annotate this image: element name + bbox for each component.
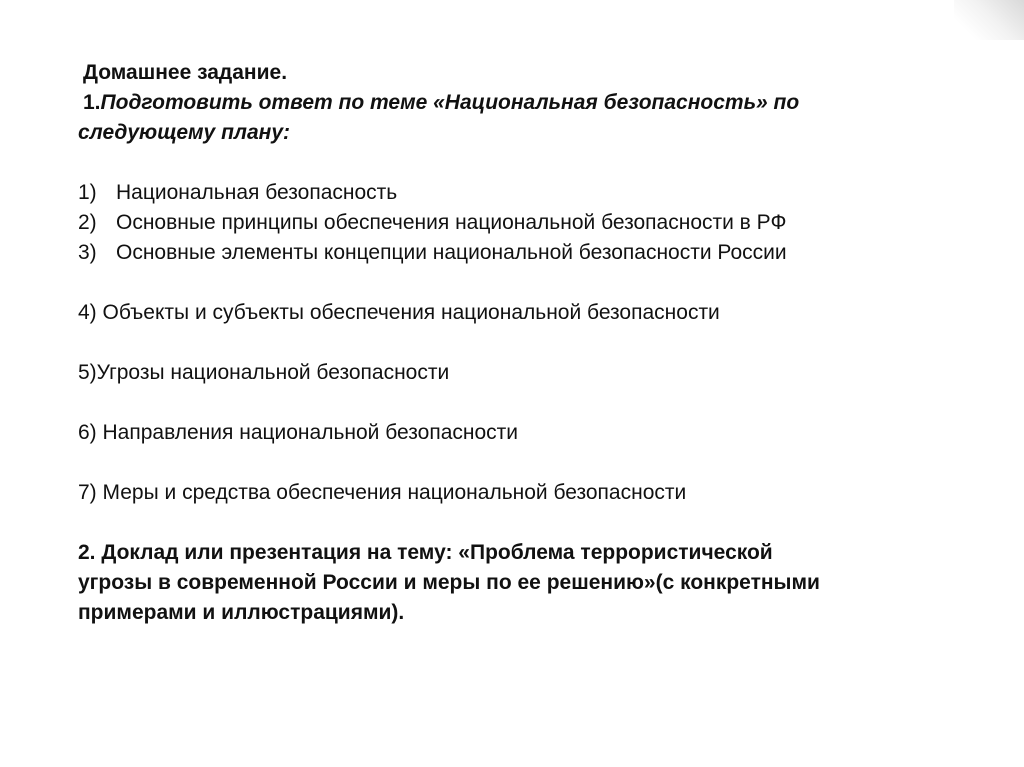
homework-heading: Домашнее задание. bbox=[83, 61, 288, 84]
plan-item bbox=[78, 208, 978, 238]
task1-text: Подготовить ответ по теме «Национальная безопасность» по bbox=[100, 91, 800, 114]
extra-item-4: 4) Объекты и субъекты обеспечения национальной безопасности bbox=[78, 301, 720, 324]
task2-line3: примерами и иллюстрациями). bbox=[78, 601, 405, 624]
extra-item-7: 7) Меры и средства обеспечения национальной безопасности bbox=[78, 481, 687, 504]
plan-list bbox=[78, 178, 978, 268]
spacer bbox=[78, 388, 978, 418]
plan-item-number: 2) bbox=[78, 211, 97, 234]
task1-line2: следующему плану: bbox=[78, 121, 290, 144]
extra-item-6: 6) Направления национальной безопасности bbox=[78, 421, 519, 444]
page-corner-shade bbox=[954, 0, 1024, 40]
spacer bbox=[78, 268, 978, 298]
task1-line1 bbox=[78, 88, 978, 118]
homework-slide bbox=[78, 58, 978, 628]
plan-item-text: Основные элементы концепции национальной безопасности России bbox=[116, 241, 787, 264]
plan-item-number: 3) bbox=[78, 241, 97, 264]
spacer bbox=[78, 148, 978, 178]
spacer bbox=[78, 328, 978, 358]
extra-item-5: 5)Угрозы национальной безопасности bbox=[78, 361, 450, 384]
task2-line2: угрозы в современной России и меры по ее решению»(с конкретными bbox=[78, 571, 820, 594]
plan-item bbox=[78, 238, 978, 268]
plan-item-text: Основные принципы обеспечения национальной безопасности в РФ bbox=[116, 211, 787, 234]
spacer bbox=[78, 448, 978, 478]
plan-item bbox=[78, 178, 978, 208]
plan-item-number: 1) bbox=[78, 181, 97, 204]
plan-item-text: Национальная безопасность bbox=[116, 181, 398, 204]
task1-number: 1. bbox=[83, 91, 101, 114]
task2-line1: 2. Доклад или презентация на тему: «Проблема террористической bbox=[78, 541, 773, 564]
spacer bbox=[78, 508, 978, 538]
